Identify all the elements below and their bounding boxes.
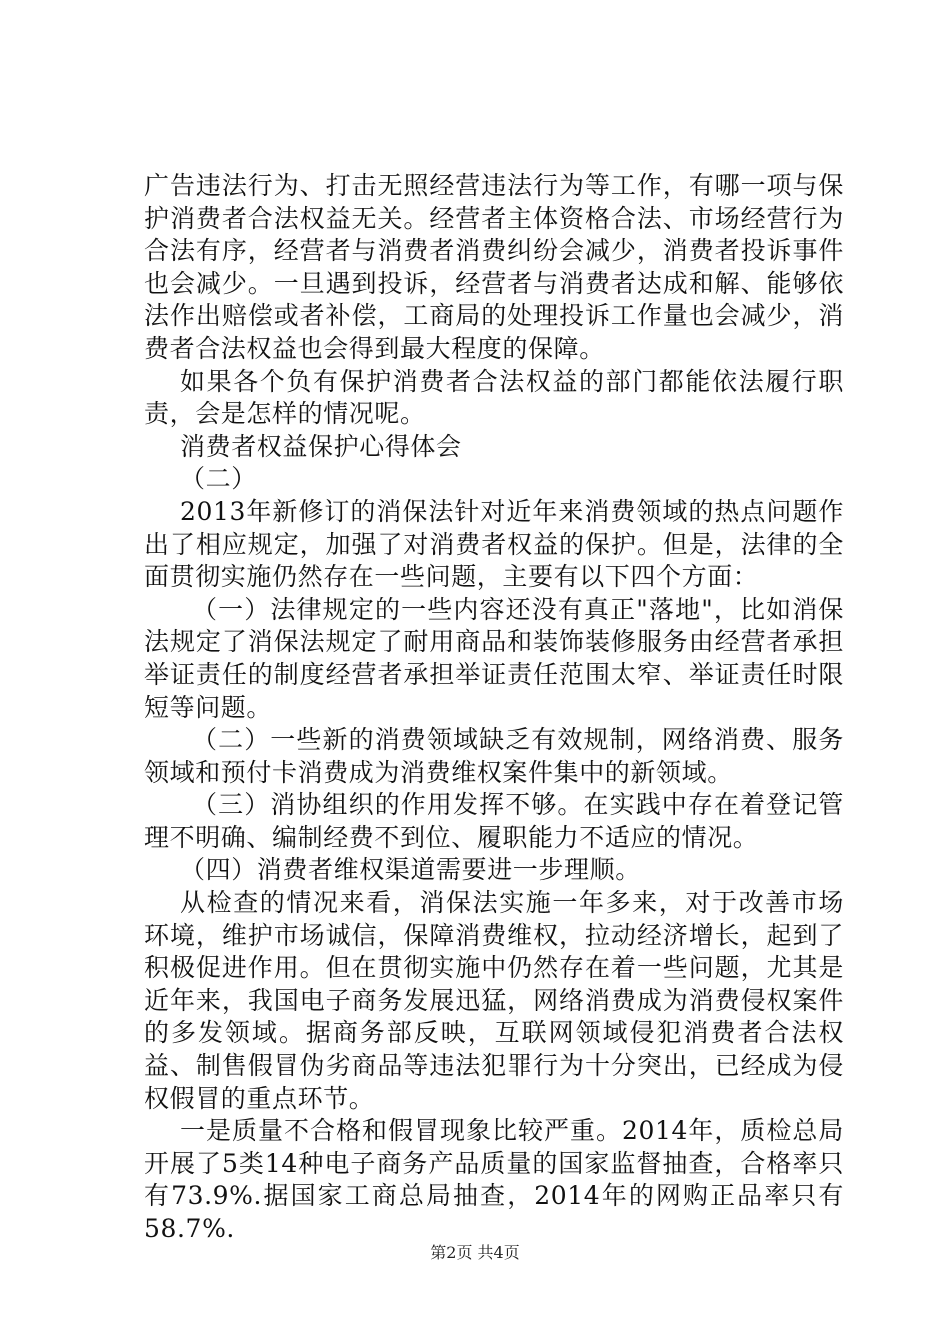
paragraph-8: （三）消协组织的作用发挥不够。在实践中存在着登记管理不明确、编制经费不到位、履职能力不适应的情况。: [144, 790, 844, 852]
paragraph-2: 如果各个负有保护消费者合法权益的部门都能依法履行职责，会是怎样的情况呢。: [144, 366, 844, 429]
paragraph-4-section-number: （二）: [180, 464, 257, 494]
paragraph-9: （四）消费者维权渠道需要进一步理顺。: [180, 855, 641, 885]
page-footer: 第2页 共4页: [430, 1243, 520, 1262]
document-body: [144, 170, 844, 1246]
paragraph-10: 从检查的情况来看，消保法实施一年多来，对于改善市场环境，维护市场诚信，保障消费维权，拉动经济增长，起到了积极促进作用。但在贯彻实施中仍然存在着一些问题，尤其是近年来，我国电子商务发展迅猛，网络消费成为消费侵权案件的多发领域。据商务部反映，互联网领域侵犯消费者合法权益、制售假冒伪劣商品等违法犯罪行为十分突出，已经成为侵权假冒的重点环节。: [144, 888, 844, 1113]
paragraph-7: （二）一些新的消费领域缺乏有效规制，网络消费、服务领域和预付卡消费成为消费维权案件集中的新领域。: [144, 725, 844, 787]
paragraph-5: 2013年新修订的消保法针对近年来消费领域的热点问题作出了相应规定，加强了对消费者权益的保护。但是，法律的全面贯彻实施仍然存在一些问题，主要有以下四个方面：: [144, 496, 844, 592]
paragraph-11: 一是质量不合格和假冒现象比较严重。2014年，质检总局开展了5类14种电子商务产品质量的国家监督抽查，合格率只有73.9%.据国家工商总局抽查，2014年的网购正品率只有58.7%.: [144, 1116, 844, 1243]
paragraph-6: （一）法律规定的一些内容还没有真正"落地"，比如消保法规定了消保法规定了耐用商品和装饰装修服务由经营者承担举证责任的制度经营者承担举证责任范围太窄、举证责任时限短等问题。: [144, 594, 844, 722]
paragraph-3-heading: 消费者权益保护心得体会: [180, 431, 462, 461]
paragraph-1: 广告违法行为、打击无照经营违法行为等工作，有哪一项与保护消费者合法权益无关。经营者主体资格合法、市场经营行为合法有序，经营者与消费者消费纠纷会减少，消费者投诉事件也会减少。一旦遇到投诉，经营者与消费者达成和解、能够依法作出赔偿或者补偿，工商局的处理投诉工作量也会减少，消费者合法权益也会得到最大程度的保障。: [144, 171, 844, 363]
